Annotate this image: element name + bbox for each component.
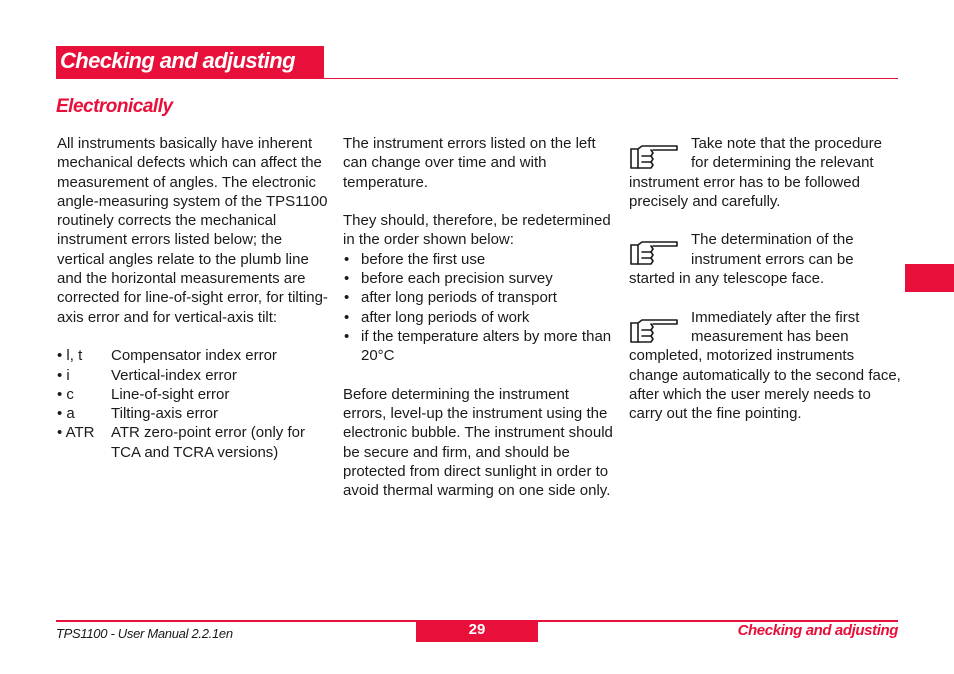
param-desc: Compensator index error: [111, 347, 277, 365]
note-3: [629, 308, 901, 424]
list-item: [57, 346, 332, 365]
list-item: [57, 404, 332, 423]
note-text: Take note that the procedure for determining the relevant instrument error has to be followed precisely and carefully.: [629, 135, 882, 210]
param-desc: Tilting-axis error: [111, 405, 218, 423]
chapter-tab-marker: [905, 264, 954, 292]
list-item: • after long periods of transport: [343, 288, 613, 307]
paragraph: They should, therefore, be redetermined in the order shown below:: [343, 212, 611, 249]
header-rule: [56, 78, 898, 79]
list-item: [57, 423, 332, 462]
note-1: [629, 134, 901, 211]
param-key: • l, t: [57, 347, 83, 365]
param-key: • c: [57, 385, 74, 403]
list-item: • before the first use: [343, 250, 613, 269]
list-item: [57, 366, 332, 385]
paragraph: Before determining the instrument errors, level-up the instrument using the electronic bubble. The instrument should be secure and firm, and should be protected from direct sunlight in order to avoid thermal warming on one side only.: [343, 385, 613, 500]
column-2: [343, 134, 613, 520]
list-item: • before each precision survey: [343, 269, 613, 288]
note-text: Immediately after the first measurement has been completed, motorized instruments change automatically to the second face, after which the user merely needs to carry out the fine pointing.: [629, 308, 901, 423]
intro-paragraph: All instruments basically have inherent mechanical defects which can affect the measurement of angles. The electronic angle-measuring system of the TPS1100 routinely corrects the mechanical instrument errors listed below; the vertical angles relate to the plumb line and the horizontal measurements are corrected for line-of-sight error, for tilting-axis error and for vertical-axis tilt:: [57, 135, 328, 326]
param-key: • i: [57, 366, 70, 384]
page-number: 29: [416, 620, 538, 642]
section-title: Electronically: [56, 96, 173, 117]
column-1: [57, 134, 332, 462]
list-item: • if the temperature alters by more than 20°C: [343, 327, 613, 366]
footer-chapter-title: Checking and adjusting: [737, 622, 898, 639]
pointing-hand-icon: [629, 236, 679, 268]
pointing-hand-icon: [629, 314, 679, 346]
note-text: The determination of the instrument errors can be started in any telescope face.: [629, 231, 854, 288]
redetermination-list: [343, 250, 613, 366]
param-desc: Vertical-index error: [111, 366, 237, 384]
paragraph: The instrument errors listed on the left can change over time and with temperature.: [343, 135, 596, 191]
param-desc: Line-of-sight error: [111, 385, 230, 403]
param-desc: ATR zero-point error (only for TCA and TCRA versions): [111, 424, 305, 461]
footer-manual-title: TPS1100 - User Manual 2.2.1en: [56, 626, 233, 641]
list-item: [57, 385, 332, 404]
pointing-hand-icon: [629, 140, 679, 172]
note-2: [629, 230, 901, 288]
error-parameter-list: [57, 346, 332, 462]
param-key: • ATR: [57, 424, 95, 442]
column-3: [629, 134, 901, 443]
list-item: • after long periods of work: [343, 308, 613, 327]
param-key: • a: [57, 405, 75, 423]
page-title: Checking and adjusting: [60, 48, 295, 73]
